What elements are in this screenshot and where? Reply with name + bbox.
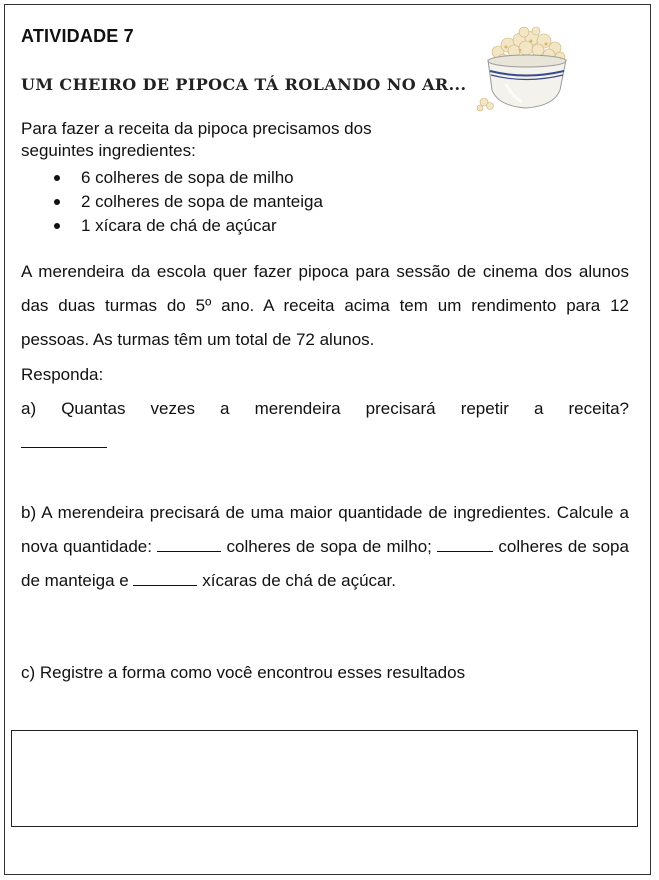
popcorn-bowl-icon xyxy=(476,26,576,114)
list-item: 6 colheres de sopa de milho xyxy=(21,166,323,190)
intro-text: Para fazer a receita da pipoca precisamos dos seguintes ingredientes: xyxy=(21,119,372,160)
answer-blank-milho[interactable] xyxy=(157,537,221,552)
question-a: a) Quantas vezes a merendeira precisará repetir a receita? xyxy=(21,399,629,418)
activity-subtitle: UM CHEIRO DE PIPOCA TÁ ROLANDO NO AR... xyxy=(21,75,467,94)
answer-blank-manteiga[interactable] xyxy=(437,537,493,552)
question-b-part1: b) A merendeira precisará de uma maior quantidade de ingredientes. Calcule a nova quantidade: xyxy=(21,503,629,556)
activity-title: ATIVIDADE 7 xyxy=(21,26,134,46)
question-b-part4: xícaras de chá de açúcar. xyxy=(202,571,396,590)
problem-statement: A merendeira da escola quer fazer pipoca para sessão de cinema dos alunos das duas turmas do 5º ano. A receita acima tem um rendimento para 12 pessoas. As turmas têm um total de 72 alunos. xyxy=(21,262,629,349)
ingredient-list xyxy=(21,166,323,238)
question-b-part2: colheres de sopa de milho; xyxy=(226,537,432,556)
list-item: 1 xícara de chá de açúcar xyxy=(21,214,323,238)
answer-blank-acucar[interactable] xyxy=(133,571,197,586)
question-a-answer-line[interactable] xyxy=(21,426,629,460)
question-b xyxy=(21,496,629,598)
answer-box[interactable] xyxy=(11,730,638,827)
answer-blank-a[interactable] xyxy=(21,433,107,448)
responda-label: Responda: xyxy=(21,365,104,384)
question-b-part3: colheres de sopa de manteiga e xyxy=(21,537,629,590)
list-item: 2 colheres de sopa de manteiga xyxy=(21,190,323,214)
question-c: c) Registre a forma como você encontrou esses resultados xyxy=(21,663,466,682)
